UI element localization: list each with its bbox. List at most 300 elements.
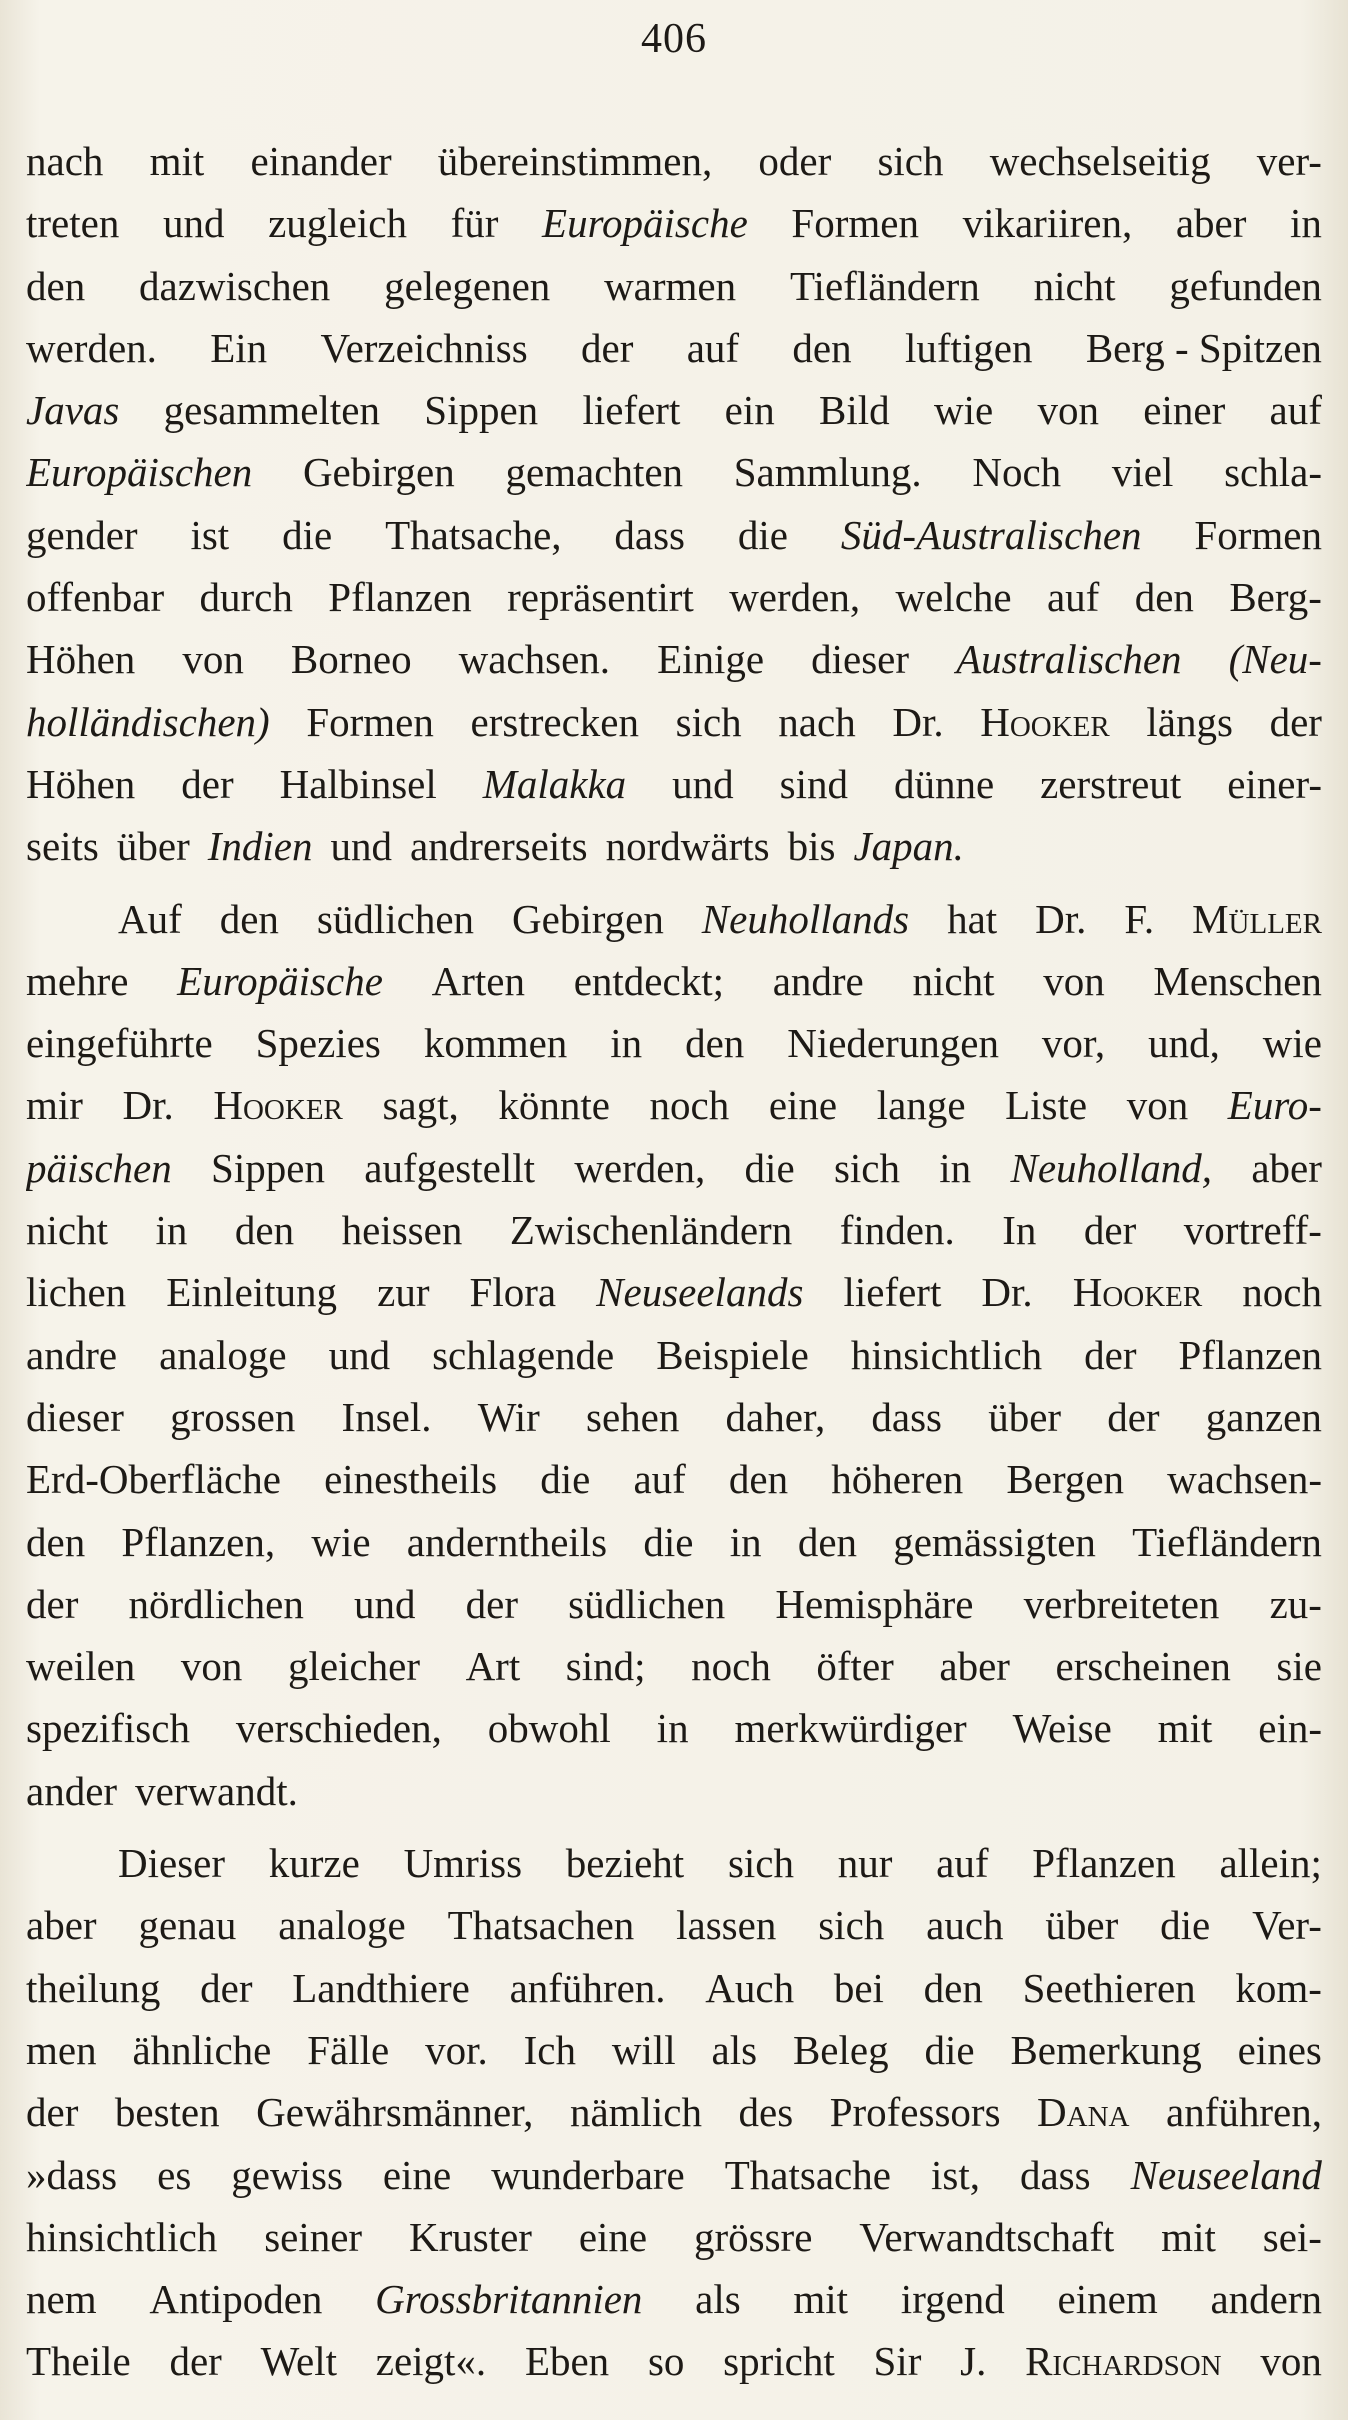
word: gemässigten: [893, 1518, 1096, 1565]
word: verschieden,: [235, 1705, 442, 1752]
text-line: [26, 2330, 1322, 2392]
word: bezieht: [565, 1840, 685, 1887]
word: der: [1083, 1207, 1137, 1254]
word: Sippen: [424, 387, 539, 434]
word: Spezies: [255, 1020, 381, 1067]
text-line: [26, 2081, 1322, 2143]
word: besten: [114, 2089, 220, 2136]
word: Kruster: [408, 2213, 532, 2260]
word: Zwischenländern: [509, 1207, 793, 1254]
word: Professors: [829, 2089, 1001, 2136]
word: Liste: [1005, 1082, 1088, 1129]
word: die: [1160, 1902, 1211, 1949]
word: Dr.: [892, 698, 944, 745]
word: Art: [465, 1643, 521, 1690]
word: wunderbare: [491, 2151, 685, 2198]
word: Beispiele: [656, 1331, 809, 1378]
text-line: [26, 2268, 1322, 2330]
word: will: [611, 2026, 676, 2073]
word: Wir: [477, 1393, 540, 1440]
word: einem: [1057, 2276, 1158, 2323]
text-line: [26, 1137, 1322, 1199]
word: Antipoden: [149, 2276, 323, 2323]
word: weilen: [26, 1643, 136, 1690]
word: eine: [578, 2213, 648, 2260]
word: einestheils: [324, 1456, 498, 1503]
word: obwohl: [487, 1705, 611, 1752]
word: mit: [149, 138, 205, 184]
word: und,: [1148, 1020, 1220, 1067]
word: wie: [933, 387, 994, 434]
word: mehre: [26, 957, 129, 1004]
word: des: [738, 2089, 794, 2136]
word: anführen,: [1166, 2089, 1322, 2136]
word: kom-: [1235, 1964, 1322, 2011]
word: öfter: [816, 1643, 894, 1690]
text-line: [26, 441, 1322, 503]
word: mit: [1161, 2213, 1216, 2260]
text-line: [26, 1894, 1322, 1956]
word: theilung: [26, 1964, 161, 2011]
word: nordwärts: [605, 823, 770, 870]
word: hinsichtlich: [26, 2213, 218, 2260]
text-line: [26, 1261, 1322, 1323]
word: Gewährsmänner,: [256, 2089, 534, 2136]
word: von: [1043, 957, 1105, 1004]
word: In: [1002, 1207, 1037, 1254]
word: auf: [936, 1840, 989, 1887]
word: viel: [1111, 449, 1174, 496]
word: warmen: [604, 262, 737, 309]
word: den: [1134, 574, 1194, 621]
word: andre: [772, 957, 864, 1004]
word: so: [647, 2338, 685, 2385]
word: daher,: [725, 1393, 826, 1440]
text-line: [26, 130, 1322, 192]
word: in: [656, 1705, 689, 1752]
word: wie: [311, 1518, 371, 1565]
word: Halbinsel: [279, 760, 437, 807]
word: Landthiere: [292, 1964, 470, 2011]
word: Tiefländern: [789, 262, 980, 309]
word: »dass: [26, 2151, 118, 2198]
word: auf: [686, 324, 740, 371]
word: in: [729, 1518, 762, 1565]
word: kommen: [423, 1020, 568, 1067]
word: sich: [877, 138, 944, 184]
word: der: [200, 1964, 253, 2011]
text-line: [26, 379, 1322, 441]
word: Borneo: [290, 636, 412, 683]
italic-word: Europäischen: [26, 449, 253, 496]
word: vikariiren,: [962, 200, 1133, 247]
word: über: [988, 1393, 1062, 1440]
word: sind: [779, 760, 848, 807]
word: den: [685, 1020, 745, 1067]
word: zeigt«.: [375, 2338, 487, 2385]
text-line: [26, 1760, 1322, 1822]
word: merkwürdiger: [734, 1705, 967, 1752]
word: verbreiteten: [1023, 1580, 1220, 1627]
word: über: [1045, 1902, 1119, 1949]
text-line: [26, 1074, 1322, 1136]
word: Ich: [523, 2026, 576, 2073]
word: seiner: [264, 2213, 363, 2260]
word: Pflanzen: [1032, 1840, 1176, 1887]
word: finden.: [839, 1207, 955, 1254]
word: als: [695, 2276, 741, 2323]
word: einer-: [1227, 760, 1322, 807]
italic-word: Neuseelands: [596, 1269, 804, 1316]
word: den: [234, 1207, 295, 1254]
word: Arten: [431, 957, 525, 1004]
text-line: [26, 691, 1322, 753]
word: Insel.: [341, 1393, 432, 1440]
word: die: [744, 1144, 795, 1191]
word: den: [792, 324, 852, 371]
word: werden,: [729, 574, 861, 621]
word: sich: [833, 1144, 900, 1191]
word: Bemerkung: [1010, 2026, 1202, 2073]
italic-word: Europäische: [542, 200, 748, 247]
word: auch: [926, 1902, 1004, 1949]
word: ist: [190, 511, 230, 558]
word: nördlichen: [128, 1580, 304, 1627]
word: längs: [1146, 698, 1233, 745]
word: liefert: [843, 1269, 942, 1316]
smallcaps-name: Hooker: [980, 698, 1110, 745]
word: dass: [1019, 2151, 1091, 2198]
word: eine: [382, 2151, 452, 2198]
text-line: [26, 950, 1322, 1012]
text-line: [26, 753, 1322, 815]
word: Höhen: [26, 636, 136, 683]
word: Eben: [524, 2338, 610, 2385]
word: Einige: [657, 636, 765, 683]
word: genau: [138, 1902, 237, 1949]
word: men: [26, 2026, 97, 2073]
text-line: [26, 1448, 1322, 1510]
word: Gebirgen: [302, 449, 455, 496]
word: ver-: [1256, 138, 1322, 184]
text-line: [26, 504, 1322, 566]
word: aber: [1175, 200, 1247, 247]
text-line: [26, 2019, 1322, 2081]
word: Bergen: [1006, 1456, 1125, 1503]
word: dazwischen: [139, 262, 331, 309]
word: Einleitung: [166, 1269, 338, 1316]
word: bis: [787, 823, 836, 870]
word: Pflanzen: [328, 574, 472, 621]
word: Menschen: [1153, 957, 1322, 1004]
text-line: [26, 2144, 1322, 2206]
word: aber: [1251, 1144, 1322, 1191]
word: mit: [793, 2276, 849, 2323]
word: wachsen.: [458, 636, 611, 683]
word: liefert: [582, 387, 681, 434]
word: Verwandtschaft: [859, 2213, 1115, 2260]
word: lichen: [26, 1269, 127, 1316]
word: den: [26, 262, 86, 309]
word: über: [116, 823, 190, 870]
word: ganzen: [1205, 1393, 1322, 1440]
word: eine: [768, 1082, 838, 1129]
italic-word: (Neu-: [1228, 636, 1322, 683]
word: eines: [1237, 2026, 1322, 2073]
word: der: [465, 1580, 518, 1627]
word: der: [581, 324, 634, 371]
page-number: 406: [641, 16, 707, 62]
word: werden,: [574, 1144, 706, 1191]
word: sie: [1276, 1643, 1322, 1690]
word: andrerseits: [410, 823, 588, 870]
word: nicht: [1033, 262, 1116, 309]
word: aber: [939, 1643, 1010, 1690]
word: südlichen: [316, 895, 475, 942]
word: für: [450, 200, 499, 247]
text-line: [26, 628, 1322, 690]
word: noch: [649, 1082, 730, 1129]
word: der: [1107, 1393, 1160, 1440]
word: lassen: [676, 1902, 777, 1949]
word: aufgestellt: [364, 1144, 536, 1191]
word: allein;: [1219, 1840, 1322, 1887]
word: Gebirgen: [512, 895, 664, 942]
word: lange: [876, 1082, 966, 1129]
word: und: [162, 200, 225, 247]
word: der: [169, 2338, 222, 2385]
word: Berg-: [1229, 574, 1322, 621]
word: Auf: [118, 895, 182, 942]
word: in: [939, 1144, 972, 1191]
smallcaps-name: Hooker: [1072, 1269, 1203, 1316]
italic-word: Australischen: [956, 636, 1182, 683]
word: könnte: [498, 1082, 610, 1129]
word: repräsentirt: [507, 574, 694, 621]
word: den: [797, 1518, 858, 1565]
word: vor,: [1041, 1020, 1106, 1067]
word: durch: [199, 574, 293, 621]
italic-word: Neuholland,: [1010, 1144, 1213, 1191]
word: von: [180, 1643, 243, 1690]
word: Pflanzen,: [121, 1518, 276, 1565]
word: welche: [895, 574, 1012, 621]
word: die: [737, 511, 788, 558]
smallcaps-name: Dana: [1037, 2089, 1130, 2136]
smallcaps-name: Hooker: [213, 1082, 343, 1129]
word: der: [181, 760, 234, 807]
word: nur: [837, 1840, 893, 1887]
word: Tiefländern: [1132, 1518, 1322, 1565]
word: in: [610, 1020, 643, 1067]
word: die: [924, 2026, 975, 2073]
text-line: [26, 1386, 1322, 1448]
word: Thatsache,: [385, 511, 562, 558]
word: von: [1260, 2338, 1322, 2385]
italic-word: Grossbritannien: [375, 2276, 643, 2323]
word: erstrecken: [470, 698, 639, 745]
word: wechselseitig: [989, 138, 1211, 184]
word: F.: [1124, 895, 1155, 942]
text-line: [26, 1697, 1322, 1759]
word: noch: [691, 1643, 771, 1690]
smallcaps-name: Müller: [1192, 895, 1322, 942]
text-line: [26, 317, 1322, 379]
word: verwandt.: [135, 1767, 298, 1814]
word: nach: [26, 138, 104, 184]
word: Formen: [306, 698, 434, 745]
word: oder: [758, 138, 832, 184]
word: J.: [960, 2338, 987, 2385]
word: gefunden: [1169, 262, 1322, 309]
word: aber: [26, 1902, 97, 1949]
italic-word: holländischen): [26, 698, 270, 745]
italic-word: Japan.: [853, 823, 964, 870]
word: nach: [778, 698, 856, 745]
word: es: [157, 2151, 192, 2198]
word: und: [330, 823, 393, 870]
word: andern: [1210, 2276, 1322, 2323]
word: den: [219, 895, 279, 942]
word: und: [672, 760, 734, 807]
word: Formen: [791, 200, 919, 247]
text-line: [26, 1324, 1322, 1386]
word: mir: [26, 1082, 83, 1129]
word: übereinstimmen,: [437, 138, 713, 184]
word: ein-: [1258, 1705, 1322, 1752]
word: zerstreut: [1040, 760, 1182, 807]
word: ist,: [930, 2151, 980, 2198]
word: auf: [633, 1456, 686, 1503]
word: wie: [1262, 1020, 1322, 1067]
word: zugleich: [268, 200, 407, 247]
word: bei: [833, 1964, 884, 2011]
word: hinsichtlich: [850, 1331, 1043, 1378]
word: Dr.: [122, 1082, 174, 1129]
word: eingeführte: [26, 1020, 213, 1067]
text-line: [26, 192, 1322, 254]
word: Dr.: [981, 1269, 1033, 1316]
word: von: [1126, 1082, 1189, 1129]
word: Pflanzen: [1178, 1331, 1322, 1378]
word: sehen: [585, 1393, 680, 1440]
word: Erd-Oberfläche: [26, 1456, 281, 1503]
word: südlichen: [568, 1580, 726, 1627]
word: Thatsache: [724, 2151, 891, 2198]
word: den: [728, 1456, 789, 1503]
word: sei-: [1262, 2213, 1322, 2260]
text-line: [26, 888, 1322, 950]
word: sich: [675, 698, 742, 745]
italic-word: Europäische: [177, 957, 383, 1004]
word: Welt: [260, 2338, 337, 2385]
word: sagt,: [382, 1082, 459, 1129]
italic-word: päischen: [26, 1144, 172, 1191]
word: andre: [26, 1331, 118, 1378]
italic-word: Javas: [26, 387, 120, 434]
word: höheren: [831, 1456, 964, 1503]
word: dass: [614, 511, 686, 558]
text-line: [26, 1573, 1322, 1635]
word: dünne: [893, 760, 995, 807]
smallcaps-name: Richardson: [1025, 2338, 1222, 2385]
word: Beleg: [792, 2026, 889, 2073]
word: ein: [724, 387, 775, 434]
text-line: [26, 566, 1322, 628]
text-line: [26, 255, 1322, 317]
word: Hemisphäre: [775, 1580, 974, 1627]
word: dieser: [26, 1393, 124, 1440]
word: analoge: [278, 1902, 406, 1949]
word: zu-: [1269, 1580, 1322, 1627]
word: einer: [1143, 387, 1226, 434]
word: hat: [947, 895, 998, 942]
word: werden.: [26, 324, 157, 371]
word: Thatsachen: [447, 1902, 635, 1949]
word: der: [26, 1580, 79, 1627]
word: vortreff-: [1183, 1207, 1322, 1254]
word: gemachten: [505, 449, 684, 496]
word: gelegenen: [384, 262, 551, 309]
word: in: [1290, 200, 1322, 247]
word: noch: [1242, 1269, 1322, 1316]
text-line: [26, 2206, 1322, 2268]
italic-word: Indien: [207, 823, 313, 870]
word: Umriss: [403, 1840, 523, 1887]
word: gesammelten: [163, 387, 380, 434]
word: Weise: [1012, 1705, 1112, 1752]
word: kurze: [268, 1840, 360, 1887]
word: schlagende: [432, 1331, 615, 1378]
word: schla-: [1224, 449, 1322, 496]
word: die: [282, 511, 333, 558]
word: Dr.: [1035, 895, 1087, 942]
word: mit: [1157, 1705, 1213, 1752]
word: ander: [26, 1767, 118, 1814]
word: in: [155, 1207, 188, 1254]
text-line: [26, 1635, 1322, 1697]
word: der: [1269, 698, 1322, 745]
word: auf: [1046, 574, 1100, 621]
word: grössre: [693, 2213, 813, 2260]
word: sich: [818, 1902, 885, 1949]
word: dieser: [811, 636, 910, 683]
word: einander: [250, 138, 392, 184]
word: wachsen-: [1167, 1456, 1322, 1503]
word: anderntheils: [406, 1518, 608, 1565]
word: ähnliche: [132, 2026, 272, 2073]
word: Bild: [819, 387, 890, 434]
word: Fälle: [307, 2026, 390, 2073]
word: heissen: [341, 1207, 463, 1254]
word: treten: [26, 200, 120, 247]
word: analoge: [159, 1331, 287, 1378]
word: die: [643, 1518, 694, 1565]
word: Ein: [210, 324, 268, 371]
word: und: [328, 1331, 391, 1378]
word: nicht: [912, 957, 995, 1004]
word: gleicher: [287, 1643, 420, 1690]
word: Noch: [972, 449, 1062, 496]
word: Verzeichniss: [320, 324, 528, 371]
word: der: [26, 2089, 79, 2136]
text-line: [26, 815, 1322, 877]
word: luftigen: [904, 324, 1033, 371]
word: Sippen: [211, 1144, 325, 1191]
word: gewiss: [231, 2151, 343, 2198]
word: entdeckt;: [573, 957, 724, 1004]
word: den: [26, 1518, 86, 1565]
